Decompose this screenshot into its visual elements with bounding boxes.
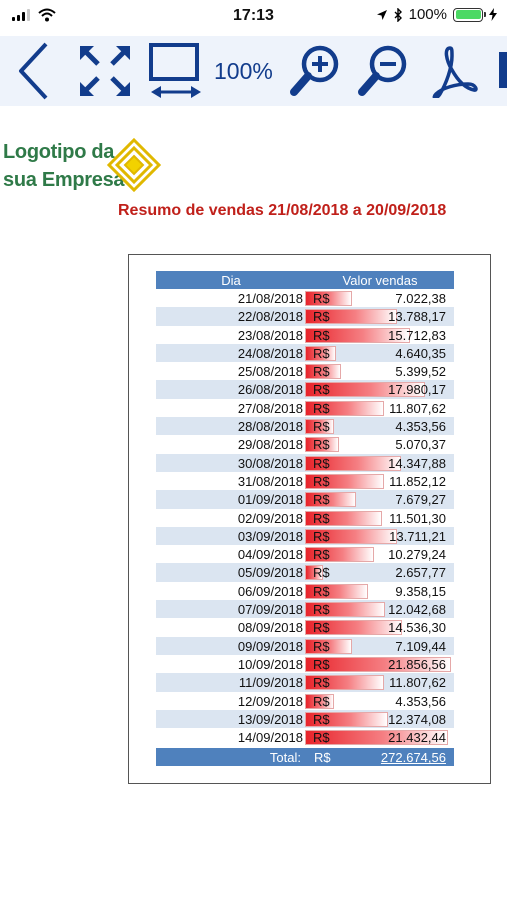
- row-value: 7.022,38: [395, 291, 446, 306]
- row-date: 06/09/2018: [237, 583, 303, 599]
- row-date: 12/09/2018: [237, 693, 303, 709]
- table-row: [156, 417, 454, 435]
- row-currency: R$: [313, 327, 330, 343]
- row-value: 10.279,24: [388, 547, 446, 563]
- row-currency: R$: [313, 602, 330, 618]
- row-value: 11.501,30: [389, 510, 446, 526]
- row-date: 22/08/2018: [237, 309, 303, 325]
- back-button[interactable]: [12, 42, 54, 100]
- row-currency: R$: [313, 675, 330, 691]
- row-date: 23/08/2018: [237, 327, 303, 343]
- row-value: 21.432,44: [388, 730, 446, 746]
- row-value: 14.347,88: [388, 455, 446, 471]
- charging-bolt-icon: [489, 8, 497, 21]
- row-value: 13.711,21: [389, 528, 446, 544]
- row-currency: R$: [313, 693, 330, 709]
- table-row: [156, 728, 454, 746]
- back-icon: [16, 42, 50, 100]
- company-logo: [3, 134, 163, 198]
- row-currency: R$: [313, 345, 330, 361]
- row-currency: R$: [313, 309, 330, 325]
- table-row: [156, 344, 454, 362]
- row-date: 05/09/2018: [237, 565, 303, 581]
- row-date: 01/09/2018: [237, 492, 303, 508]
- row-value: 5.070,37: [395, 437, 446, 453]
- sales-table: [156, 271, 454, 766]
- row-value: 11.852,12: [389, 473, 446, 489]
- row-date: 11/09/2018: [238, 675, 303, 691]
- row-currency: R$: [313, 638, 330, 654]
- zoom-out-icon: [358, 44, 410, 98]
- row-date: 25/08/2018: [237, 364, 303, 380]
- table-body: [156, 289, 454, 746]
- row-date: 29/08/2018: [237, 437, 303, 453]
- row-currency: R$: [313, 473, 330, 489]
- fit-width-button[interactable]: [146, 42, 206, 100]
- row-date: 30/08/2018: [237, 455, 303, 471]
- row-date: 04/09/2018: [237, 547, 303, 563]
- row-value: 13.788,17: [388, 309, 446, 325]
- table-row: [156, 454, 454, 472]
- table-row: [156, 637, 454, 655]
- logo-diamond-icon: [107, 138, 161, 192]
- location-arrow-icon: [376, 9, 388, 21]
- bluetooth-icon: [394, 8, 403, 22]
- logo-line-2: sua Empresa: [3, 169, 125, 191]
- zoom-out-button[interactable]: [358, 42, 410, 100]
- table-row: [156, 289, 454, 307]
- row-date: 31/08/2018: [237, 473, 303, 489]
- row-currency: R$: [313, 364, 330, 380]
- table-row: [156, 692, 454, 710]
- total-value: 272.674,56: [380, 750, 446, 766]
- pdf-icon: [430, 44, 478, 98]
- row-currency: R$: [313, 711, 330, 727]
- row-value: 7.679,27: [395, 492, 446, 508]
- row-currency: R$: [313, 492, 330, 508]
- row-value: 21.856,56: [388, 656, 446, 672]
- row-value: 4.353,56: [395, 693, 446, 709]
- viewer-toolbar: [0, 36, 507, 106]
- row-date: 07/09/2018: [237, 602, 303, 618]
- header-date: Dia: [221, 273, 241, 288]
- table-row: [156, 399, 454, 417]
- fit-screen-icon: [78, 44, 132, 98]
- row-date: 09/09/2018: [237, 638, 303, 654]
- table-row: [156, 326, 454, 344]
- table-row: [156, 673, 454, 691]
- row-currency: R$: [313, 656, 330, 672]
- row-currency: R$: [313, 583, 330, 599]
- row-currency: R$: [313, 437, 330, 453]
- row-value: 12.042,68: [388, 602, 446, 618]
- table-row: [156, 618, 454, 636]
- logo-line-1: Logotipo da: [3, 141, 115, 163]
- row-date: 10/09/2018: [237, 656, 303, 672]
- report-page: [128, 254, 491, 784]
- fit-width-icon: [147, 42, 205, 100]
- row-date: 27/08/2018: [237, 400, 303, 416]
- row-value: 9.358,15: [395, 583, 446, 599]
- row-value: 11.807,62: [389, 400, 446, 416]
- table-row: [156, 655, 454, 673]
- zoom-in-icon: [290, 44, 342, 98]
- total-label: Total:: [269, 750, 301, 766]
- table-row: [156, 362, 454, 380]
- total-currency: R$: [314, 750, 331, 766]
- row-currency: R$: [313, 419, 330, 435]
- row-date: 03/09/2018: [237, 528, 303, 544]
- table-row: [156, 563, 454, 581]
- table-row: [156, 307, 454, 325]
- row-date: 13/09/2018: [237, 711, 303, 727]
- table-row: [156, 582, 454, 600]
- table-header: [156, 271, 454, 289]
- row-value: 4.640,35: [395, 345, 446, 361]
- row-value: 7.109,44: [395, 638, 446, 654]
- row-date: 08/09/2018: [237, 620, 303, 636]
- row-currency: R$: [313, 455, 330, 471]
- table-row: [156, 380, 454, 398]
- status-bar: [0, 0, 507, 34]
- table-row: [156, 509, 454, 527]
- row-currency: R$: [313, 565, 330, 581]
- row-value: 5.399,52: [395, 364, 446, 380]
- row-currency: R$: [313, 510, 330, 526]
- row-value: 11.807,62: [389, 675, 446, 691]
- table-row: [156, 600, 454, 618]
- battery-percent: 100%: [408, 6, 447, 23]
- row-date: 26/08/2018: [237, 382, 303, 398]
- row-value: 15.712,83: [388, 327, 446, 343]
- row-date: 21/08/2018: [237, 291, 303, 306]
- row-date: 14/09/2018: [237, 730, 303, 746]
- row-currency: R$: [313, 547, 330, 563]
- row-date: 24/08/2018: [237, 345, 303, 361]
- table-total-row: [156, 748, 454, 766]
- table-row: [156, 710, 454, 728]
- pdf-export-button[interactable]: [428, 42, 480, 100]
- row-currency: R$: [313, 620, 330, 636]
- status-right: [376, 6, 497, 23]
- zoom-in-button[interactable]: [290, 42, 342, 100]
- status-time: 17:13: [233, 7, 274, 24]
- zoom-level: 100%: [214, 58, 273, 84]
- table-row: [156, 435, 454, 453]
- table-row: [156, 472, 454, 490]
- row-value: 17.980,17: [388, 382, 446, 398]
- row-date: 28/08/2018: [237, 419, 303, 435]
- row-currency: R$: [313, 291, 330, 306]
- table-row: [156, 490, 454, 508]
- row-value: 2.657,77: [395, 565, 446, 581]
- row-date: 02/09/2018: [237, 510, 303, 526]
- table-row: [156, 527, 454, 545]
- header-value: Valor vendas: [342, 273, 418, 288]
- battery-icon: [453, 8, 483, 22]
- row-value: 4.353,56: [395, 419, 446, 435]
- overflow-menu-edge[interactable]: [499, 52, 507, 88]
- row-value: 12.374,08: [388, 711, 446, 727]
- row-currency: R$: [313, 730, 330, 746]
- row-currency: R$: [313, 528, 330, 544]
- row-currency: R$: [313, 400, 330, 416]
- table-row: [156, 545, 454, 563]
- fit-screen-button[interactable]: [76, 42, 134, 100]
- report-title: Resumo de vendas 21/08/2018 a 20/09/2018: [118, 202, 447, 219]
- row-currency: R$: [313, 382, 330, 398]
- row-value: 14.536,30: [388, 620, 446, 636]
